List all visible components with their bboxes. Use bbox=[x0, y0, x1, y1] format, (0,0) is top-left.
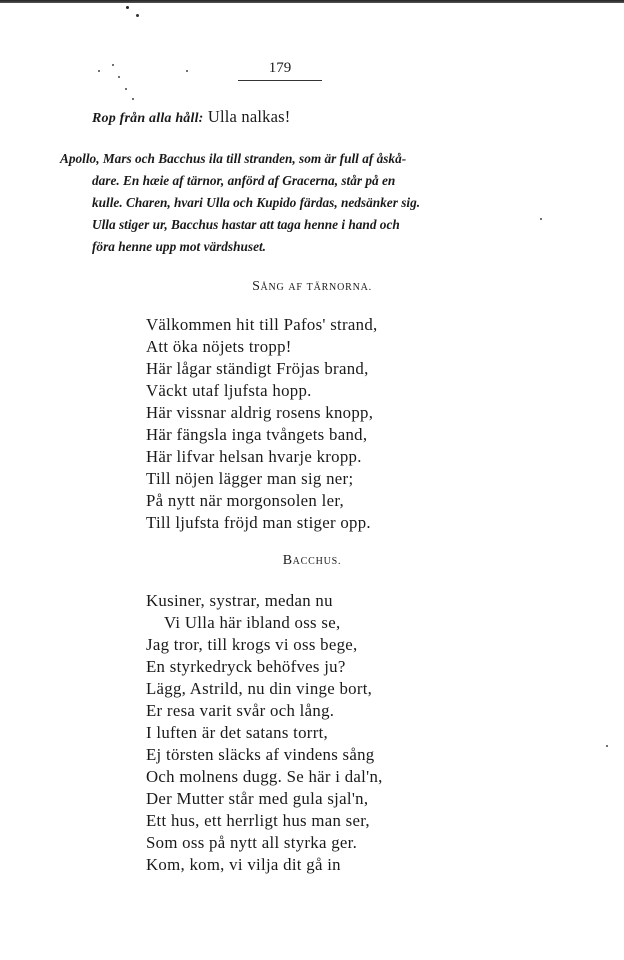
verse-line: Som oss på nytt all styrka ger. bbox=[146, 833, 358, 852]
verse-line: Till ljufsta fröjd man stiger opp. bbox=[146, 513, 371, 532]
verse-line: Att öka nöjets tropp! bbox=[146, 337, 292, 356]
verse-line: Här lågar ständigt Fröjas brand, bbox=[146, 359, 369, 378]
ink-speck bbox=[540, 218, 542, 220]
verse-line: Här fängsla inga tvångets band, bbox=[146, 425, 368, 444]
heading-initial: B bbox=[282, 553, 293, 568]
verse-line: Ett hus, ett herrligt hus man ser, bbox=[146, 811, 370, 830]
verse-line: Kusiner, systrar, medan nu bbox=[146, 591, 333, 610]
verse-line: Här lifvar helsan hvarje kropp. bbox=[146, 447, 362, 466]
song-heading-bacchus bbox=[0, 552, 624, 569]
intro-italic: Rop från alla håll: bbox=[92, 111, 204, 126]
stage-direction-line: kulle. Charen, hvari Ulla och Kupido färdas, nedsänker sig. bbox=[92, 195, 421, 210]
verse-line: Och molnens dugg. Se här i dal'n, bbox=[146, 767, 383, 786]
verse-line: Välkommen hit till Pafos' strand, bbox=[146, 315, 378, 334]
page-number-rule bbox=[238, 80, 322, 81]
verse-line: Lägg, Astrild, nu din vinge bort, bbox=[146, 679, 373, 698]
verse-line: Kom, kom, vi vilja dit gå in bbox=[146, 855, 341, 874]
verse-line: I luften är det satans torrt, bbox=[146, 723, 329, 742]
ink-speck bbox=[606, 745, 608, 747]
ink-speck bbox=[126, 6, 129, 9]
page-top-edge bbox=[0, 0, 624, 3]
stage-direction-line: dare. En hæie af tärnor, anförd af Gracerna, står på en bbox=[92, 173, 396, 188]
heading-initial: S bbox=[252, 279, 261, 294]
page-number: 179 bbox=[268, 60, 292, 76]
ink-speck bbox=[98, 70, 100, 72]
song-heading-tarnorna bbox=[0, 278, 624, 295]
ink-speck bbox=[136, 14, 139, 17]
ink-speck bbox=[132, 98, 134, 100]
verse-line: På nytt när morgonsolen ler, bbox=[146, 491, 345, 510]
verse-line: Jag tror, till krogs vi oss bege, bbox=[146, 635, 358, 654]
verse-line: Till nöjen lägger man sig ner; bbox=[146, 469, 354, 488]
verse-line: Ej törsten släcks af vindens sång bbox=[146, 745, 375, 764]
verse-line: Här vissnar aldrig rosens knopp, bbox=[146, 403, 374, 422]
verse-line: Vi Ulla här ibland oss se, bbox=[164, 613, 341, 632]
ink-speck bbox=[118, 76, 120, 78]
stage-direction-line: Apollo, Mars och Bacchus ila till stranden, som är full af åskå- bbox=[60, 151, 407, 166]
verse-line: Er resa varit svår och lång. bbox=[146, 701, 335, 720]
verse-line: Der Mutter står med gula sjal'n, bbox=[146, 789, 369, 808]
heading-af: AF bbox=[288, 282, 303, 293]
ink-speck bbox=[125, 88, 127, 90]
stage-direction-line: Ulla stiger ur, Bacchus hastar att taga henne i hand och bbox=[92, 217, 400, 232]
heading-rest: ÅNG bbox=[260, 282, 285, 293]
stage-direction-line: föra henne upp mot värdshuset. bbox=[92, 239, 266, 254]
intro-normal: Ulla nalkas! bbox=[203, 107, 291, 126]
verse-line: En styrkedryck behöfves ju? bbox=[146, 657, 346, 676]
heading-tarnorna: TÄRNORNA. bbox=[306, 282, 372, 293]
intro-line bbox=[92, 107, 290, 127]
ink-speck bbox=[186, 70, 188, 72]
ink-speck bbox=[112, 64, 114, 66]
verse-line: Väckt utaf ljufsta hopp. bbox=[146, 381, 312, 400]
heading-rest: ACCHUS. bbox=[292, 556, 342, 567]
